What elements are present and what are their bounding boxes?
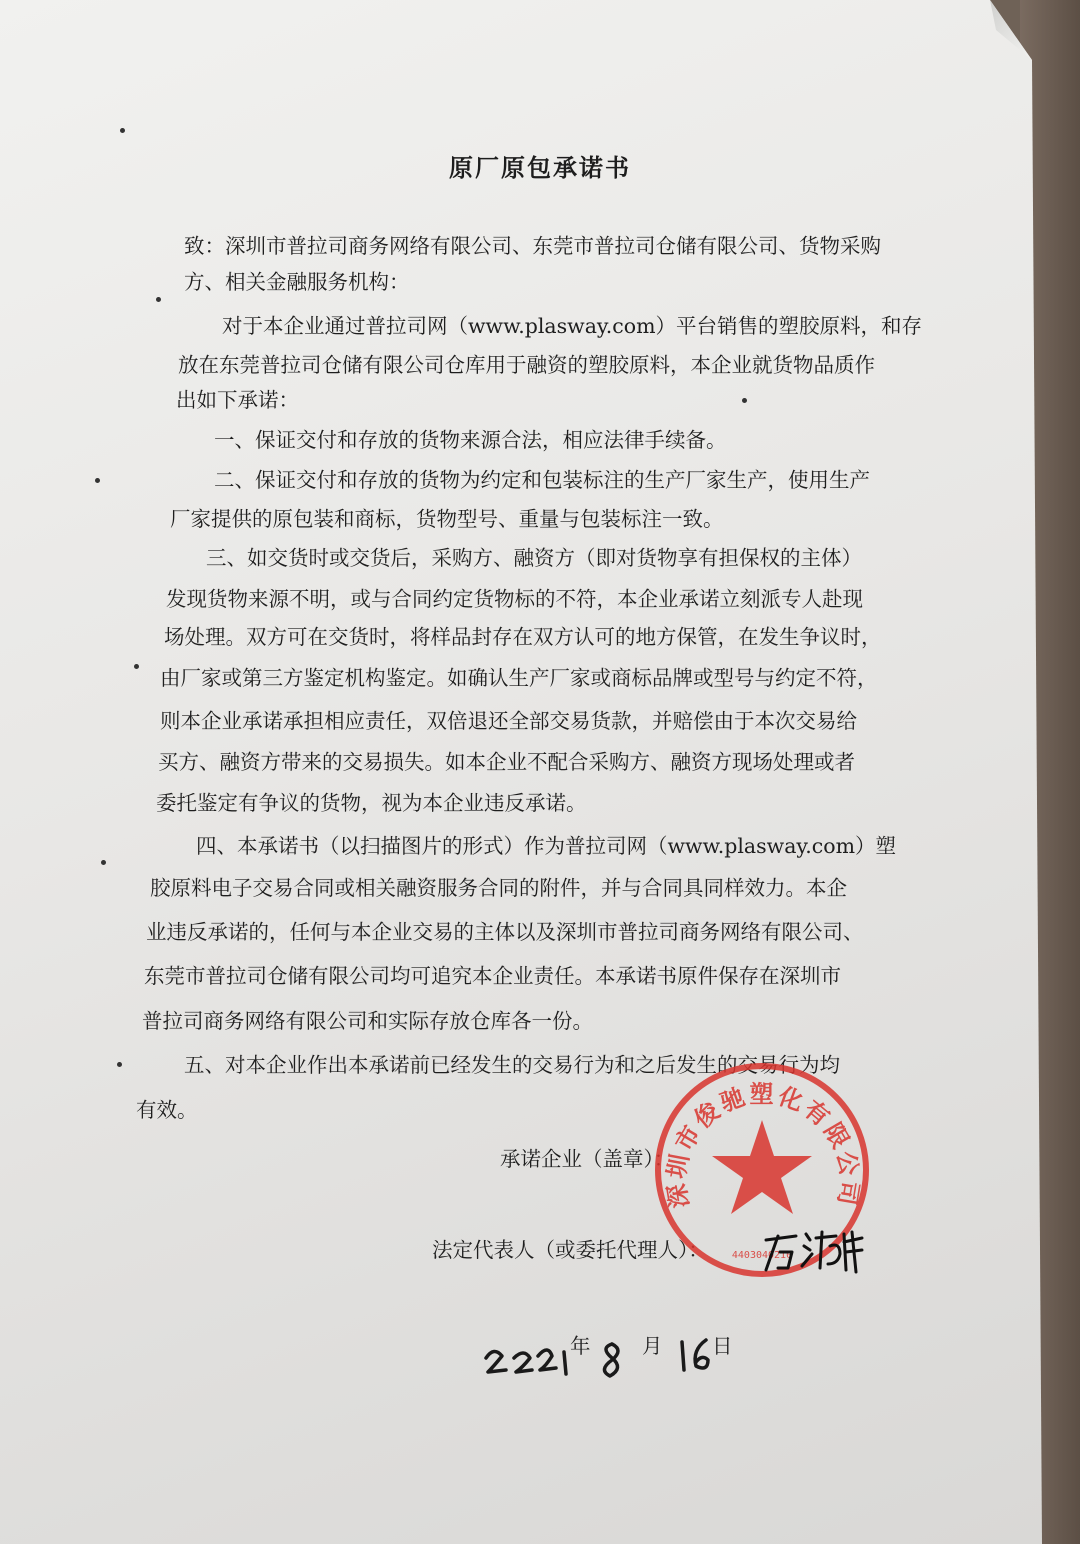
- speck: [134, 664, 139, 669]
- digit-0: [514, 1353, 532, 1372]
- digit-1: [564, 1352, 566, 1374]
- speck: [95, 478, 100, 483]
- date-year-unit: 年: [570, 1334, 591, 1358]
- representative-label: 法定代表人（或委托代理人）：: [432, 1238, 709, 1262]
- digit-2: [486, 1351, 506, 1372]
- seal-label: 承诺企业（盖章）：: [500, 1147, 675, 1171]
- speck: [156, 297, 161, 302]
- text-line: 普拉司商务网络有限公司和实际存放仓库各一份。: [142, 1009, 593, 1033]
- speck: [117, 1062, 122, 1067]
- text-line: 由厂家或第三方鉴定机构鉴定。如确认生产厂家或商标品牌或型号与约定不符，: [160, 666, 878, 690]
- seal-text: 深圳市俊驰塑化有限公司: [661, 1079, 865, 1211]
- text-line: 有效。: [136, 1098, 198, 1122]
- handwritten-date: [480, 1330, 740, 1386]
- text-line: 买方、融资方带来的交易损失。如本企业不配合采购方、融资方现场处理或者: [158, 750, 855, 774]
- speck: [742, 398, 747, 403]
- digit-2b: [538, 1350, 556, 1370]
- star-icon: [712, 1120, 812, 1214]
- text-line: 厂家提供的原包装和商标，货物型号、重量与包装标注一致。: [170, 507, 724, 531]
- text-line: 胶原料电子交易合同或相关融资服务合同的附件，并与合同具同样效力。本企: [150, 876, 847, 900]
- text-line: 业违反承诺的，任何与本企业交易的主体以及深圳市普拉司商务网络有限公司、: [146, 920, 864, 944]
- text-line: 则本企业承诺承担相应责任，双倍退还全部交易货款，并赔偿由于本次交易给: [160, 709, 857, 733]
- seal-number: 4403040210: [731, 1250, 793, 1261]
- text-line: 一、保证交付和存放的货物来源合法，相应法律手续备。: [214, 428, 727, 452]
- speck: [101, 860, 106, 865]
- text-line: 东莞市普拉司仓储有限公司均可追究本企业责任。本承诺书原件保存在深圳市: [144, 964, 841, 988]
- date-day-unit: 日: [712, 1334, 733, 1358]
- document-title: 原厂原包承诺书: [449, 153, 631, 182]
- date-month-unit: 月: [642, 1334, 663, 1358]
- text-line: 场处理。双方可在交货时，将样品封存在双方认可的地方保管，在发生争议时，: [164, 625, 882, 649]
- text-line: 出如下承诺：: [176, 388, 299, 412]
- text-line: 方、相关金融服务机构：: [184, 270, 410, 294]
- text-line: 对于本企业通过普拉司网（www.plasway.com）平台销售的塑胶原料，和存: [222, 314, 923, 338]
- signature: [760, 1226, 870, 1276]
- text-line: 委托鉴定有争议的货物，视为本企业违反承诺。: [156, 791, 587, 815]
- text-line: 二、保证交付和存放的货物为约定和包装标注的生产厂家生产，使用生产: [214, 468, 870, 492]
- speck: [120, 128, 125, 133]
- text-line: 四、本承诺书（以扫描图片的形式）作为普拉司网（www.plasway.com）塑: [196, 834, 897, 858]
- digit-6: [695, 1340, 708, 1368]
- text-line: 放在东莞普拉司仓储有限公司仓库用于融资的塑胶原料，本企业就货物品质作: [178, 353, 875, 377]
- digit-1c: [682, 1342, 684, 1370]
- text-line: 三、如交货时或交货后，采购方、融资方（即对货物享有担保权的主体）: [206, 546, 862, 570]
- text-line: 发现货物来源不明，或与合同约定货物标的不符，本企业承诺立刻派专人赴现: [166, 587, 863, 611]
- text-line: 致：深圳市普拉司商务网络有限公司、东莞市普拉司仓储有限公司、货物采购: [184, 234, 881, 258]
- digit-8: [604, 1344, 618, 1376]
- text-line: 五、对本企业作出本承诺前已经发生的交易行为和之后发生的交易行为均: [184, 1053, 840, 1077]
